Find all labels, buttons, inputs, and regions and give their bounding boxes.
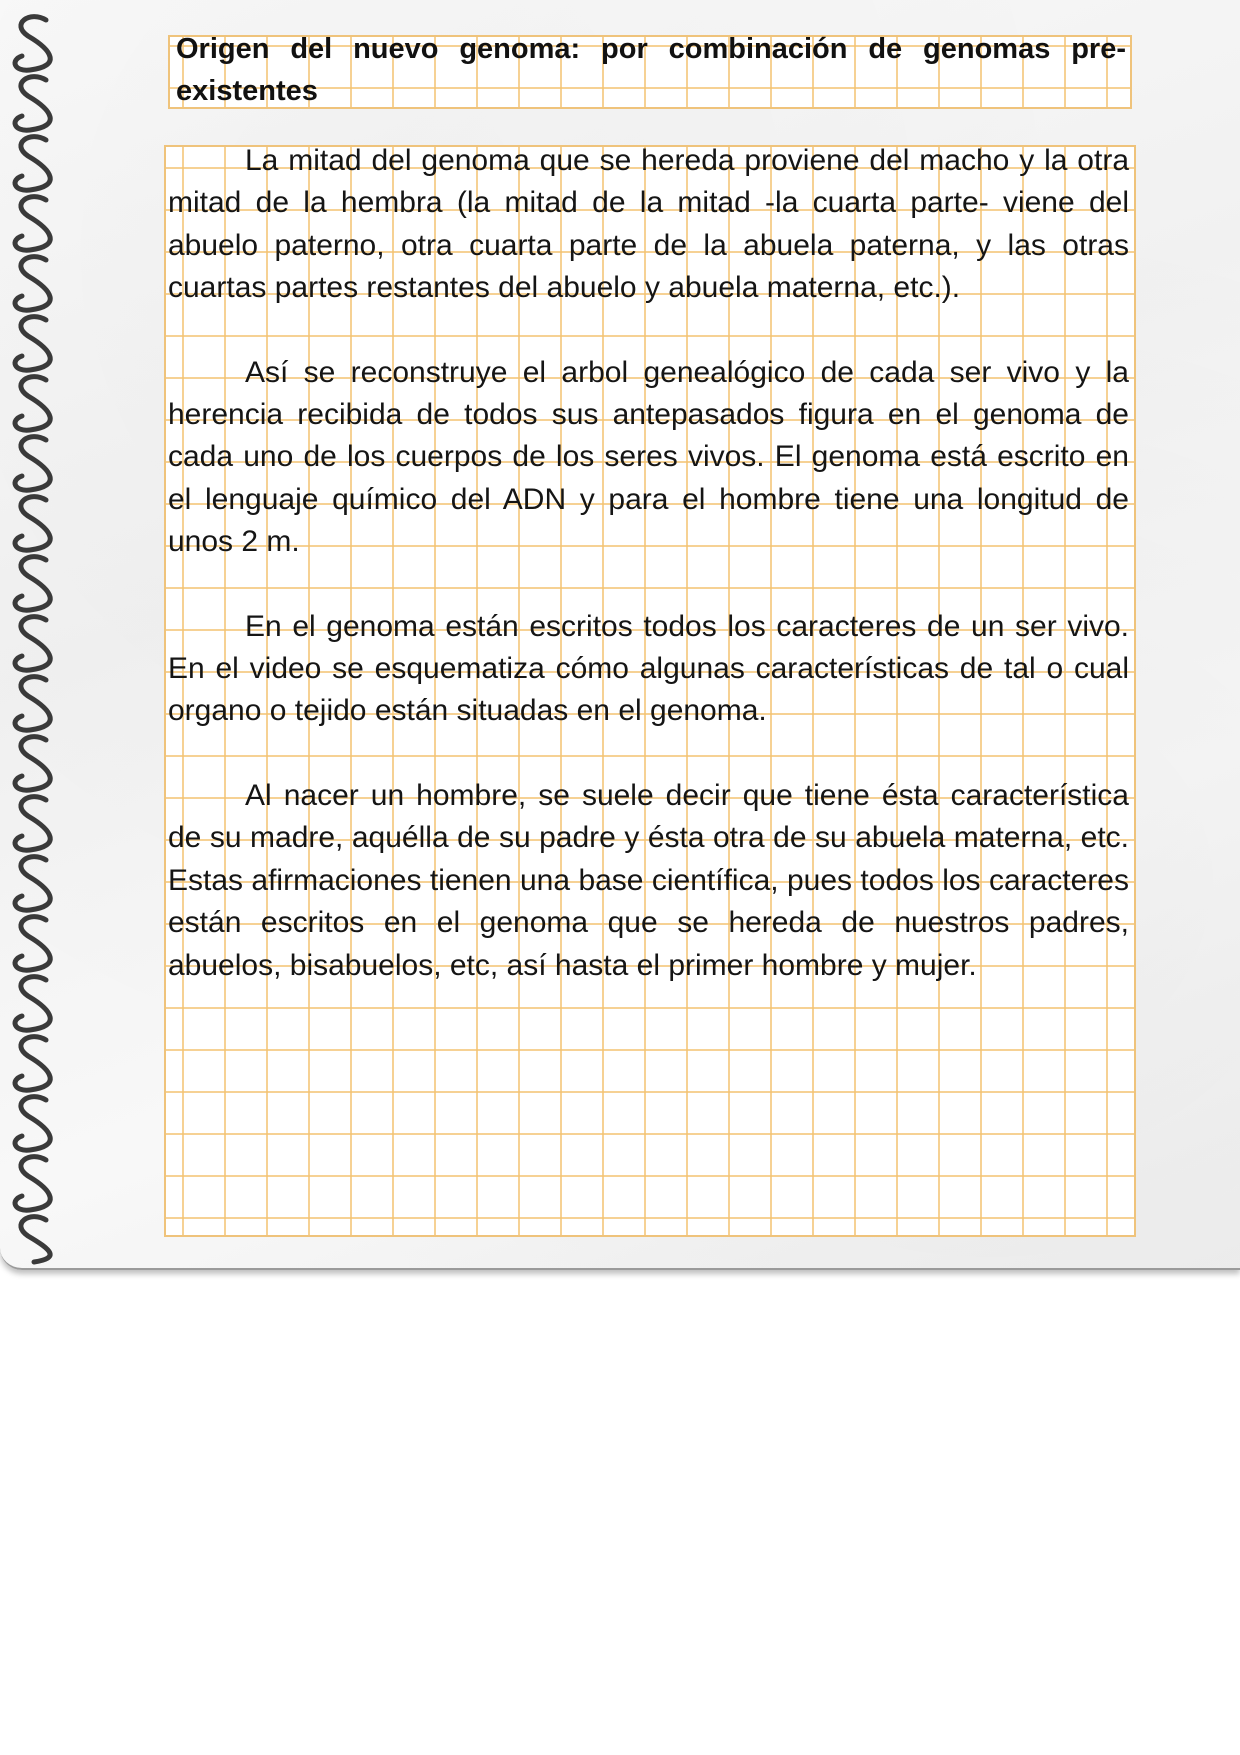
paragraph-1: La mitad del genoma que se hereda proviene del macho y la otra mitad de la hembra (la mitad de la mitad -la cuarta parte- viene del abuelo paterno, otra cuarta parte de la abuela paterna, y las otras cuartas partes restantes del abuelo y abuela materna, etc.).	[168, 144, 1129, 305]
paragraph-4: Al nacer un hombre, se suele decir que tiene ésta característica de su madre, aquélla de su padre y ésta otra de su abuela materna, etc. Estas afirmaciones tienen una base científica, pues todos los caracteres están escritos en el genoma que se hereda de nuestros padres, abuelos, bisabuelos, etc, así hasta el primer hombre y mujer.	[168, 778, 1129, 982]
paragraph-2: Así se reconstruye el arbol genealógico de cada ser vivo y la herencia recibida de todos sus antepasados figura en el genoma de cada uno de los cuerpos de los seres vivos. El genoma está escrito en el lenguaje químico del ADN y para el hombre tiene una longitud de unos 2 m.	[168, 355, 1129, 559]
page-title: Origen del nuevo genoma: por combinación de genomas pre-existentes	[176, 33, 1126, 107]
body-text	[168, 140, 1129, 1029]
paragraph-3: En el genoma están escritos todos los caracteres de un ser vivo. En el video se esquematiza cómo algunas características de tal o cual organo o tejido están situadas en el genoma.	[168, 609, 1129, 728]
spiral-binding-icon	[0, 0, 90, 1268]
